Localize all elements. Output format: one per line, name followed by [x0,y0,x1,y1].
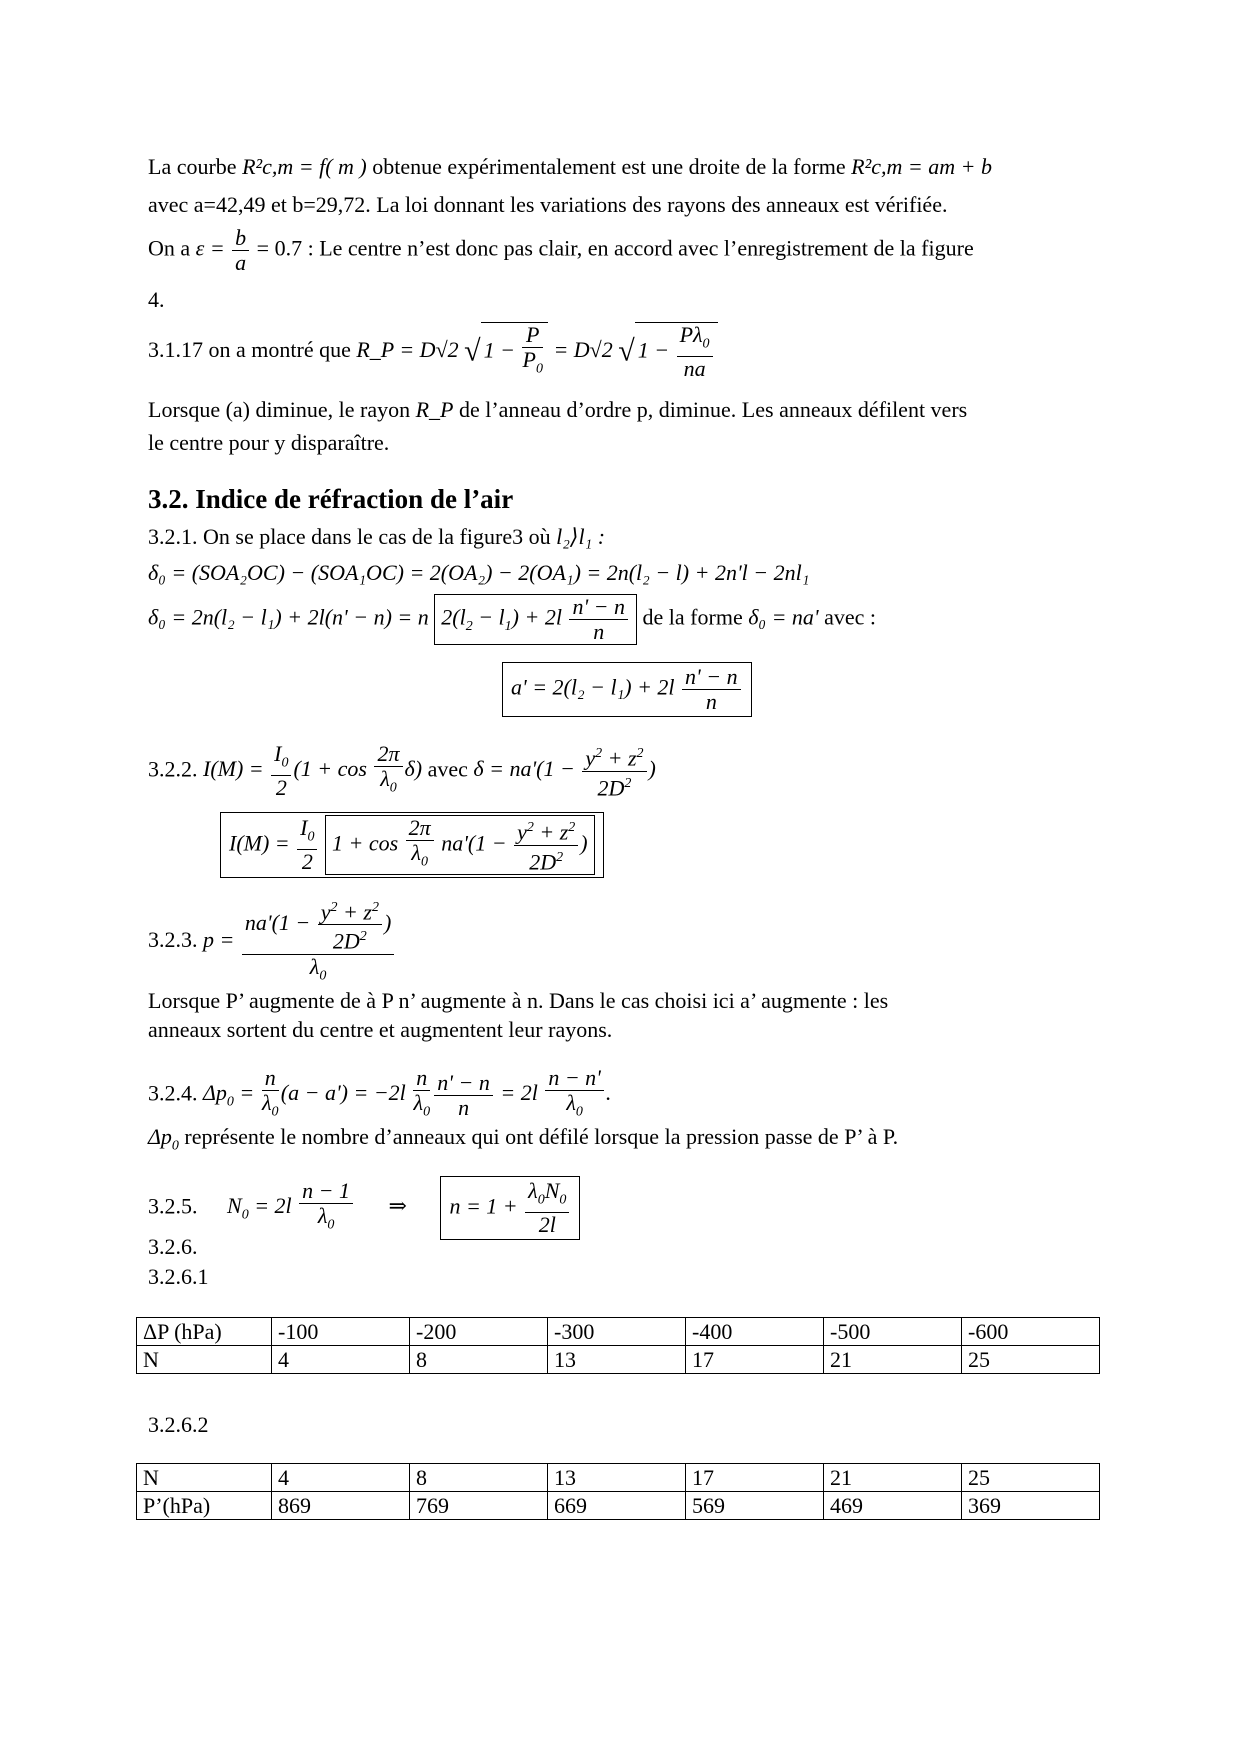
eq-linear: R²c,m = am + b [851,154,992,179]
s325-line: 3.2.5. $N_0 = 2l$ $\frac{n - 1}{\lambda_0}$ ⇒ n = 1 + $\frac{\lambda_0N_0}{2l}$ [148,1176,580,1240]
table-row: N 4 8 13 17 21 25 [137,1464,1100,1492]
line-courbe: La courbe R²c,m = f( m ) obtenue expérimentalement est une droite de la forme R²c,m = am + b [148,154,992,179]
delta0-eq2: δ₀ = 2n(l₂ − l₁) + 2l(n' − n) = n $2(l_2 - l_1) + 2l$ $\frac{n' - n}{n}$ de la forme δ₀ = na' avec : [148,594,877,644]
im-box: I(M) = $\frac{I_0}{2}$ 1 + cos $\frac{2\pi}{\lambda_0}$ na'(1 − $\frac{y^2 + z^2}{2D^2}$ ) [220,812,604,878]
line-lorsque: Lorsque (a) diminue, le rayon R_P de l’anneau d’ordre p, diminue. Les anneaux défilent vers [148,397,968,422]
line-3117: 3.1.17 on a montré que R_P = D√2 √ 1 − $\frac{P}{P_0}$ = D√2 √ 1 − $\frac{P\lambda_0}{na}$ [148,322,718,381]
line-epsilon: On a ε = $\frac{b}{a}$ = 0.7 : Le centre n’est donc pas clair, en accord avec l’enregistrement de la figure [148,225,974,275]
s326: 3.2.6. [148,1234,198,1259]
s324-line: 3.2.4. $\Delta p_0$ = $\frac{n}{\lambda_0}$ (a − a') = −2l $\frac{n}{\lambda_0}$ $\frac{n' - n}{n}$ = 2l $\frac{n - n'}{\lambda_0}$ . [148,1065,612,1120]
line-values: avec a=42,49 et b=29,72. La loi donnant les variations des rayons des anneaux est vérifiée. [148,192,948,217]
s321-line: 3.2.1. On se place dans le cas de la figure3 où l₂⟩l₁ : [148,524,606,549]
delta0-eq1: δ₀ = (SOA₂OC) − (SOA₁OC) = 2(OA₂) − 2(OA₁) = 2n(l₂ − l) + 2n'l − 2nl₁ [148,560,810,585]
s323-text1: Lorsque P’ augmente de à P n’ augmente à n. Dans le cas choisi ici a’ augmente : les [148,988,889,1013]
section-title: 3.2. Indice de réfraction de l’air [148,484,514,514]
s3262: 3.2.6.2 [148,1412,209,1437]
table-row: P’(hPa) 869 769 669 569 469 369 [137,1492,1100,1520]
s322-line: 3.2.2. I(M) = $\frac{I_0}{2}$ (1 + cos $\frac{2\pi}{\lambda_0}$ δ) avec δ = na'(1 − $\frac{y^2 + z^2}{2D^2}$ ) [148,741,656,801]
line-4: 4. [148,287,165,312]
s323-line: 3.2.3. p = na'(1 − $\frac{y^2 + z^2}{2D^2}$ ) $\lambda_0$ [148,896,396,988]
s323-text2: anneaux sortent du centre et augmentent leur rayons. [148,1017,613,1042]
eq-rcm: R²c,m = f( m ) [242,154,367,179]
a-prime-box: a' = 2(l₂ − l₁) + 2l $\frac{n' - n}{n}$ [502,662,752,717]
line-centre: le centre pour y disparaître. [148,430,390,455]
table-pressure-delta [136,1317,1100,1374]
table-row: ΔP (hPa) -100 -200 -300 -400 -500 -600 [137,1318,1100,1346]
table-row: N 4 8 13 17 21 25 [137,1346,1100,1374]
s3261: 3.2.6.1 [148,1264,209,1289]
table-pressure [136,1463,1100,1520]
s324-text: $\Delta p_0$ représente le nombre d’anneaux qui ont défilé lorsque la pression passe de P’ à P. [148,1124,899,1154]
